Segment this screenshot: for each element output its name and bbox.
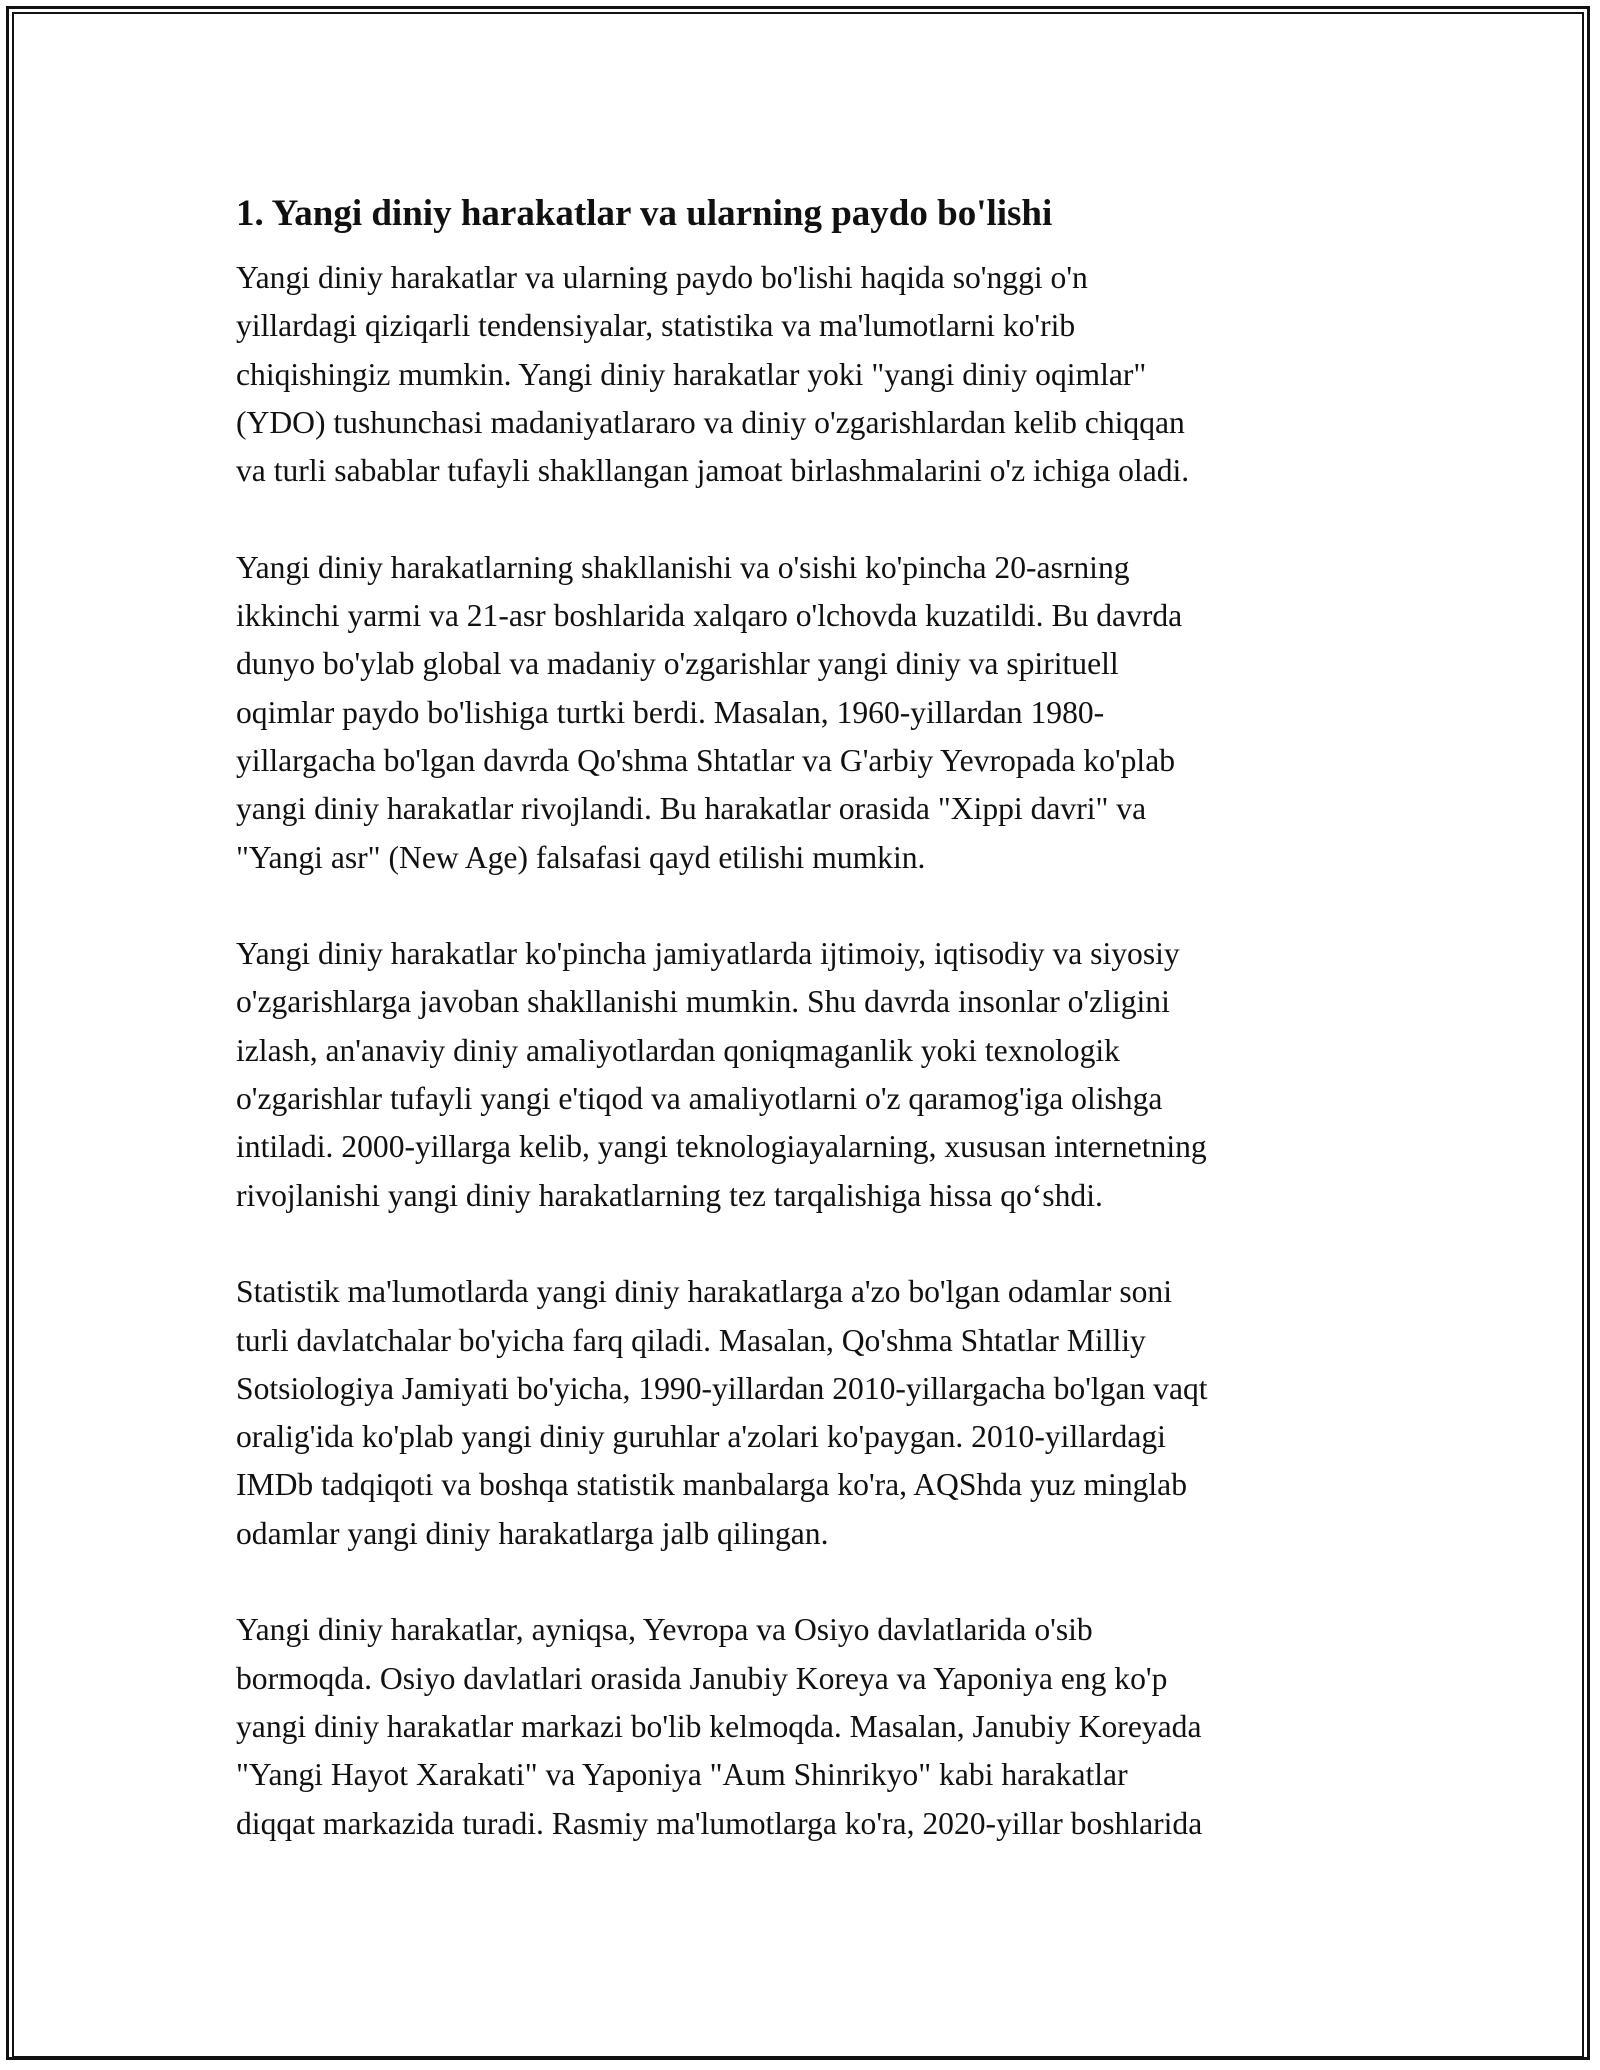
text-line: izlash, an'anaviy diniy amaliyotlardan qoniqmaganlik yoki texnologik — [236, 1032, 1120, 1068]
text-line: Yangi diniy harakatlar ko'pincha jamiyatlarda ijtimoiy, iqtisodiy va siyosiy — [236, 936, 1180, 972]
text-line: dunyo bo'ylab global va madaniy o'zgarishlar yangi diniy va spirituell — [236, 646, 1119, 682]
text-line: (YDO) tushunchasi madaniyatlararo va diniy o'zgarishlardan kelib chiqqan — [236, 404, 1185, 440]
text-line: "Yangi asr" (New Age) falsafasi qayd etilishi mumkin. — [236, 839, 926, 875]
paragraph-history — [236, 544, 1376, 882]
paragraph-causes — [236, 930, 1376, 1220]
text-line: rivojlanishi yangi diniy harakatlarning tez tarqalishiga hissa qo‘shdi. — [236, 1177, 1103, 1213]
text-line: Sotsiologiya Jamiyati bo'yicha, 1990-yillardan 2010-yillargacha bo'lgan vaqt — [236, 1370, 1208, 1406]
section-heading: 1. Yangi diniy harakatlar va ularning paydo bo'lishi — [236, 193, 1053, 234]
paragraph-statistics — [236, 1268, 1376, 1558]
text-line: odamlar yangi diniy harakatlarga jalb qilingan. — [236, 1515, 829, 1551]
text-line: Yangi diniy harakatlar, ayniqsa, Yevropa va Osiyo davlatlarida o'sib — [236, 1612, 1093, 1648]
text-line: IMDb tadqiqoti va boshqa statistik manbalarga ko'ra, AQShda yuz minglab — [236, 1467, 1188, 1503]
text-line: Yangi diniy harakatlar va ularning paydo bo'lishi haqida so'nggi o'n — [236, 260, 1088, 295]
text-line: chiqishingiz mumkin. Yangi diniy harakatlar yoki "yangi diniy oqimlar" — [236, 356, 1147, 392]
text-line: Yangi diniy harakatlarning shakllanishi va o'sishi ko'pincha 20-asrning — [236, 549, 1130, 585]
text-line: Statistik ma'lumotlarda yangi diniy harakatlarga a'zo bo'lgan odamlar soni — [236, 1274, 1172, 1310]
document-body — [236, 186, 1376, 1896]
text-line: yangi diniy harakatlar markazi bo'lib kelmoqda. Masalan, Janubiy Koreyada — [236, 1708, 1202, 1744]
text-line: yangi diniy harakatlar rivojlandi. Bu harakatlar orasida "Xippi davri" va — [236, 791, 1147, 827]
text-line: o'zgarishlarga javoban shakllanishi mumkin. Shu davrda insonlar o'zligini — [236, 984, 1170, 1020]
text-line: turli davlatchalar bo'yicha farq qiladi. Masalan, Qo'shma Shtatlar Milliy — [236, 1322, 1146, 1358]
text-line: oralig'ida ko'plab yangi diniy guruhlar a'zolari ko'paygan. 2010-yillardagi — [236, 1419, 1166, 1455]
text-line: oqimlar paydo bo'lishiga turtki berdi. Masalan, 1960-yillardan 1980- — [236, 694, 1105, 730]
text-line: bormoqda. Osiyo davlatlari orasida Janubiy Koreya va Yaponiya eng ko'p — [236, 1660, 1168, 1696]
text-line: yillardagi qiziqarli tendensiyalar, statistika va ma'lumotlarni ko'rib — [236, 308, 1076, 344]
text-line: ikkinchi yarmi va 21-asr boshlarida xalqaro o'lchovda kuzatildi. Bu davrda — [236, 598, 1183, 634]
text-line: diqqat markazida turadi. Rasmiy ma'lumotlarga ko'ra, 2020-yillar boshlarida — [236, 1805, 1203, 1841]
text-line: yillargacha bo'lgan davrda Qo'shma Shtatlar va G'arbiy Yevropada ko'plab — [236, 742, 1176, 778]
text-line: o'zgarishlar tufayli yangi e'tiqod va amaliyotlarni o'z qaramog'iga olishga — [236, 1081, 1163, 1117]
paragraph-regions — [236, 1606, 1376, 1847]
text-line: "Yangi Hayot Xarakati" va Yaponiya "Aum Shinrikyo" kabi harakatlar — [236, 1757, 1128, 1793]
text-line: va turli sabablar tufayli shakllangan jamoat birlashmalarini o'z ichiga oladi. — [236, 453, 1190, 489]
text-line: intiladi. 2000-yillarga kelib, yangi teknologiayalarning, xususan internetning — [236, 1129, 1207, 1165]
paragraph-intro — [236, 254, 1376, 495]
